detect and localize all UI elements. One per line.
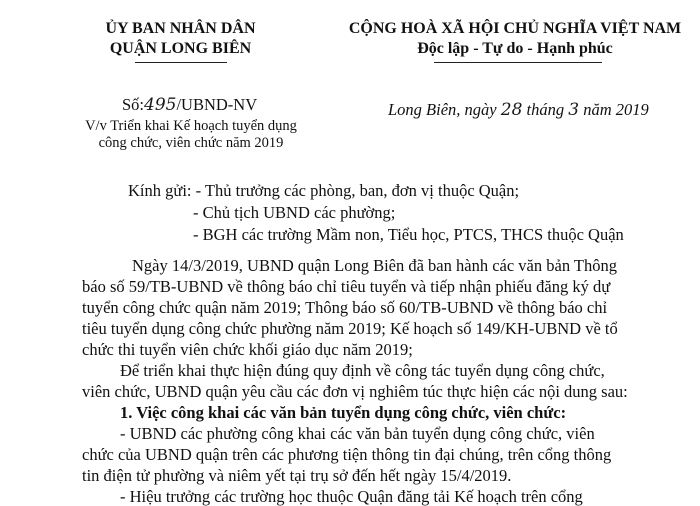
- date-middle: tháng: [526, 100, 565, 119]
- p2-line1: Để triển khai thực hiện đúng quy định về công tác tuyển dụng công chức,: [120, 361, 605, 380]
- handwritten-number: 495: [144, 95, 177, 115]
- number-prefix: Số:: [122, 95, 145, 114]
- p1-line1: Ngày 14/3/2019, UBND quận Long Biên đã ban hành các văn bản Thông: [132, 256, 617, 275]
- recipient-lead: Kính gửi: - Thủ trưởng các phòng, ban, đơn vị thuộc Quận;: [128, 181, 520, 200]
- subject-line2: công chức, viên chức năm 2019: [98, 135, 284, 151]
- p1-line5: chức thi tuyển viên chức khối giáo dục năm 2019;: [82, 340, 413, 359]
- p4-line1: - Hiệu trưởng các trường học thuộc Quận đăng tải Kế hoạch trên cổng: [120, 487, 583, 506]
- p3-line2: chức của UBND quận trên các phương tiện thông tin đại chúng, trên cổng thông: [82, 445, 612, 464]
- p1-line3: tuyển công chức quận năm 2019; Thông báo số 60/TB-UBND về thông báo chỉ: [82, 298, 608, 317]
- national-title: CỘNG HOÀ XÃ HỘI CHỦ NGHĨA VIỆT NAM: [348, 20, 682, 37]
- date-line: [388, 100, 649, 120]
- national-motto: Độc lập - Tự do - Hạnh phúc: [417, 40, 613, 57]
- recipient-item2: - Chủ tịch UBND các phường;: [193, 203, 396, 222]
- agency-name-line1: ỦY BAN NHÂN DÂN: [105, 20, 256, 37]
- p1-line2: báo số 59/TB-UBND về thông báo chỉ tiêu tuyển và tiếp nhận phiếu đăng ký dự: [82, 277, 611, 296]
- handwritten-month: 3: [568, 100, 580, 120]
- motto-underline: [434, 62, 602, 63]
- p3-line3: tin điện tử phường và niêm yết tại trụ sở đến hết ngày 15/4/2019.: [82, 466, 512, 485]
- subject-line1: V/v Triển khai Kế hoạch tuyển dụng: [85, 118, 297, 134]
- handwritten-day: 28: [500, 100, 523, 120]
- p3-line1: - UBND các phường công khai các văn bản tuyển dụng công chức, viên: [120, 424, 595, 443]
- agency-name-line2: QUẬN LONG BIÊN: [109, 40, 252, 57]
- p2-line2: viên chức, UBND quận yêu cầu các đơn vị nghiêm túc thực hiện các nội dung sau:: [82, 382, 628, 401]
- recipient-item3: - BGH các trường Mầm non, Tiểu học, PTCS, THCS thuộc Quận: [193, 225, 624, 244]
- section1-heading: 1. Việc công khai các văn bản tuyển dụng công chức, viên chức:: [120, 403, 567, 422]
- p1-line4: tiêu tuyển dụng công chức phường năm 2019; Kế hoạch số 149/KH-UBND về tổ: [82, 319, 618, 338]
- document-number: [122, 95, 257, 115]
- number-suffix: /UBND-NV: [176, 95, 258, 114]
- date-prefix: Long Biên, ngày: [388, 100, 497, 119]
- date-suffix: năm 2019: [583, 100, 649, 119]
- agency-underline: [135, 62, 227, 63]
